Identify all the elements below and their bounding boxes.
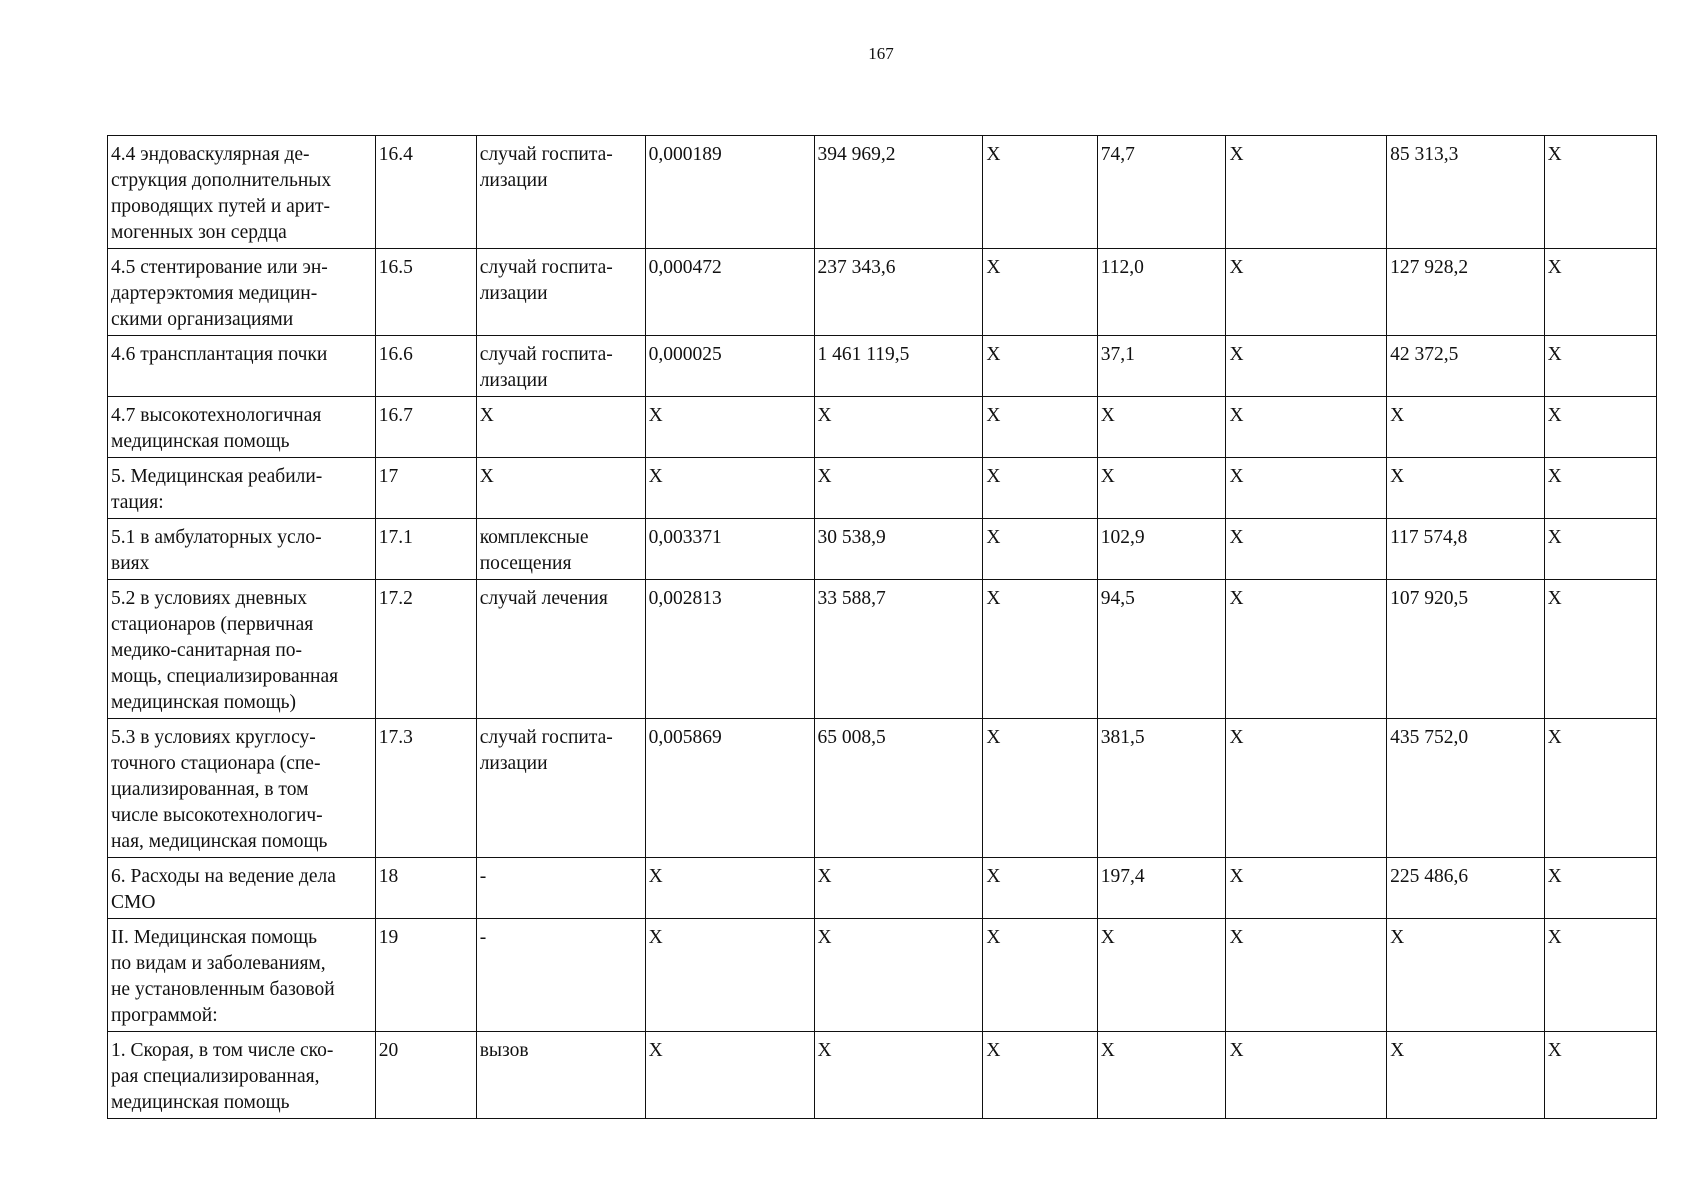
table-row <box>108 397 1657 458</box>
table-cell: 127 928,2 <box>1387 249 1545 336</box>
table-cell: Х <box>983 249 1097 336</box>
table-body <box>108 136 1657 1119</box>
table-row <box>108 458 1657 519</box>
table-cell: Х <box>645 458 814 519</box>
table-row <box>108 858 1657 919</box>
table-cell: Х <box>1226 858 1387 919</box>
table-cell: 65 008,5 <box>814 719 983 858</box>
table-cell: Х <box>645 919 814 1032</box>
table-cell: 1. Скорая, в том числе ско- рая специализированная, медицинская помощь <box>108 1032 376 1119</box>
table-cell: Х <box>1226 1032 1387 1119</box>
table-row <box>108 580 1657 719</box>
table-cell: 16.7 <box>375 397 476 458</box>
table-row <box>108 249 1657 336</box>
table-cell: случай госпита- лизации <box>476 719 645 858</box>
table-cell: 112,0 <box>1097 249 1226 336</box>
table-cell: Х <box>1226 397 1387 458</box>
table-cell: 16.5 <box>375 249 476 336</box>
table-cell: 1 461 119,5 <box>814 336 983 397</box>
table-cell: Х <box>1387 1032 1545 1119</box>
table-cell: 5. Медицинская реабили- тация: <box>108 458 376 519</box>
table-cell: Х <box>1226 136 1387 249</box>
table-cell: 30 538,9 <box>814 519 983 580</box>
table-cell: Х <box>1387 919 1545 1032</box>
table-cell: Х <box>1544 580 1656 719</box>
table-cell: случай лечения <box>476 580 645 719</box>
table-cell: Х <box>1544 136 1656 249</box>
table-cell: Х <box>983 858 1097 919</box>
table-cell: случай госпита- лизации <box>476 336 645 397</box>
table-cell: 16.4 <box>375 136 476 249</box>
table-cell: 5.2 в условиях дневных стационаров (первичная медико-санитарная по- мощь, специализированная медицинская помощь) <box>108 580 376 719</box>
table-row <box>108 136 1657 249</box>
table-cell: Х <box>983 919 1097 1032</box>
table-cell: случай госпита- лизации <box>476 249 645 336</box>
table-cell: 225 486,6 <box>1387 858 1545 919</box>
table-cell: вызов <box>476 1032 645 1119</box>
table-cell: 17.1 <box>375 519 476 580</box>
table-cell: Х <box>983 719 1097 858</box>
table-cell: Х <box>1544 397 1656 458</box>
table-cell: 19 <box>375 919 476 1032</box>
table-cell: - <box>476 858 645 919</box>
table-cell: 16.6 <box>375 336 476 397</box>
table-cell: - <box>476 919 645 1032</box>
table-cell: 20 <box>375 1032 476 1119</box>
table-cell: Х <box>1226 336 1387 397</box>
table-cell: Х <box>1544 719 1656 858</box>
table-cell: Х <box>1097 1032 1226 1119</box>
table-cell: Х <box>1226 919 1387 1032</box>
data-table <box>107 135 1657 1119</box>
table-cell: 6. Расходы на ведение дела СМО <box>108 858 376 919</box>
table-cell: 107 920,5 <box>1387 580 1545 719</box>
table-row <box>108 519 1657 580</box>
table-cell: 74,7 <box>1097 136 1226 249</box>
table-cell: 4.5 стентирование или эн- дартерэктомия медицин- скими организациями <box>108 249 376 336</box>
table-cell: Х <box>814 919 983 1032</box>
table-cell: 381,5 <box>1097 719 1226 858</box>
table-cell: Х <box>983 1032 1097 1119</box>
table-cell: Х <box>645 1032 814 1119</box>
table-row <box>108 919 1657 1032</box>
table-cell: Х <box>645 858 814 919</box>
table-cell: 4.4 эндоваскулярная де- струкция дополнительных проводящих путей и арит- могенных зон сердца <box>108 136 376 249</box>
table-cell: комплексные посещения <box>476 519 645 580</box>
table-row <box>108 336 1657 397</box>
table-cell: 435 752,0 <box>1387 719 1545 858</box>
table-cell: Х <box>1226 249 1387 336</box>
table-cell: 0,000472 <box>645 249 814 336</box>
table-cell: Х <box>476 458 645 519</box>
table-cell: 33 588,7 <box>814 580 983 719</box>
table-cell: Х <box>1226 458 1387 519</box>
table-cell: 42 372,5 <box>1387 336 1545 397</box>
table-cell: 0,002813 <box>645 580 814 719</box>
table-cell: Х <box>983 397 1097 458</box>
table-cell: 37,1 <box>1097 336 1226 397</box>
table-cell: случай госпита- лизации <box>476 136 645 249</box>
table-cell: 0,005869 <box>645 719 814 858</box>
table-cell: 85 313,3 <box>1387 136 1545 249</box>
page-number: 167 <box>868 44 894 63</box>
table-cell: 117 574,8 <box>1387 519 1545 580</box>
table-cell: Х <box>814 858 983 919</box>
table-cell: 5.1 в амбулаторных усло- виях <box>108 519 376 580</box>
table-cell: Х <box>1097 458 1226 519</box>
table-cell: Х <box>814 397 983 458</box>
table-cell: Х <box>645 397 814 458</box>
table-cell: Х <box>1544 458 1656 519</box>
table-cell: Х <box>983 519 1097 580</box>
table-cell: 4.6 трансплантация почки <box>108 336 376 397</box>
table-cell: 4.7 высокотехнологичная медицинская помощь <box>108 397 376 458</box>
table-cell: 17.3 <box>375 719 476 858</box>
table-cell: Х <box>1097 397 1226 458</box>
table-cell: 237 343,6 <box>814 249 983 336</box>
table-cell: 0,003371 <box>645 519 814 580</box>
table-cell: Х <box>1544 336 1656 397</box>
table-row <box>108 1032 1657 1119</box>
table-cell: Х <box>814 1032 983 1119</box>
table-cell: 18 <box>375 858 476 919</box>
table-cell: 197,4 <box>1097 858 1226 919</box>
table-cell: Х <box>1544 1032 1656 1119</box>
table-cell: 5.3 в условиях круглосу- точного стационара (спе- циализированная, в том числе высокотехнологич- ная, медицинская помощь <box>108 719 376 858</box>
table-row <box>108 719 1657 858</box>
table-cell: 0,000189 <box>645 136 814 249</box>
table-cell: 17.2 <box>375 580 476 719</box>
table-cell: Х <box>1226 519 1387 580</box>
table-cell: Х <box>983 136 1097 249</box>
table-cell: 17 <box>375 458 476 519</box>
table-cell: Х <box>1544 519 1656 580</box>
table-cell: Х <box>1097 919 1226 1032</box>
table-cell: Х <box>1544 858 1656 919</box>
table-cell: Х <box>1226 719 1387 858</box>
table-cell: Х <box>1544 919 1656 1032</box>
table-cell: 0,000025 <box>645 336 814 397</box>
table-cell: Х <box>814 458 983 519</box>
table-cell: Х <box>1544 249 1656 336</box>
table-cell: 394 969,2 <box>814 136 983 249</box>
table-cell: Х <box>1387 458 1545 519</box>
table-cell: 102,9 <box>1097 519 1226 580</box>
table-cell: Х <box>983 458 1097 519</box>
table-cell: Х <box>476 397 645 458</box>
table-cell: Х <box>983 336 1097 397</box>
table-cell: II. Медицинская помощь по видам и заболеваниям, не установленным базовой программой: <box>108 919 376 1032</box>
table-cell: Х <box>1226 580 1387 719</box>
table-cell: Х <box>1387 397 1545 458</box>
table-cell: 94,5 <box>1097 580 1226 719</box>
table-cell: Х <box>983 580 1097 719</box>
